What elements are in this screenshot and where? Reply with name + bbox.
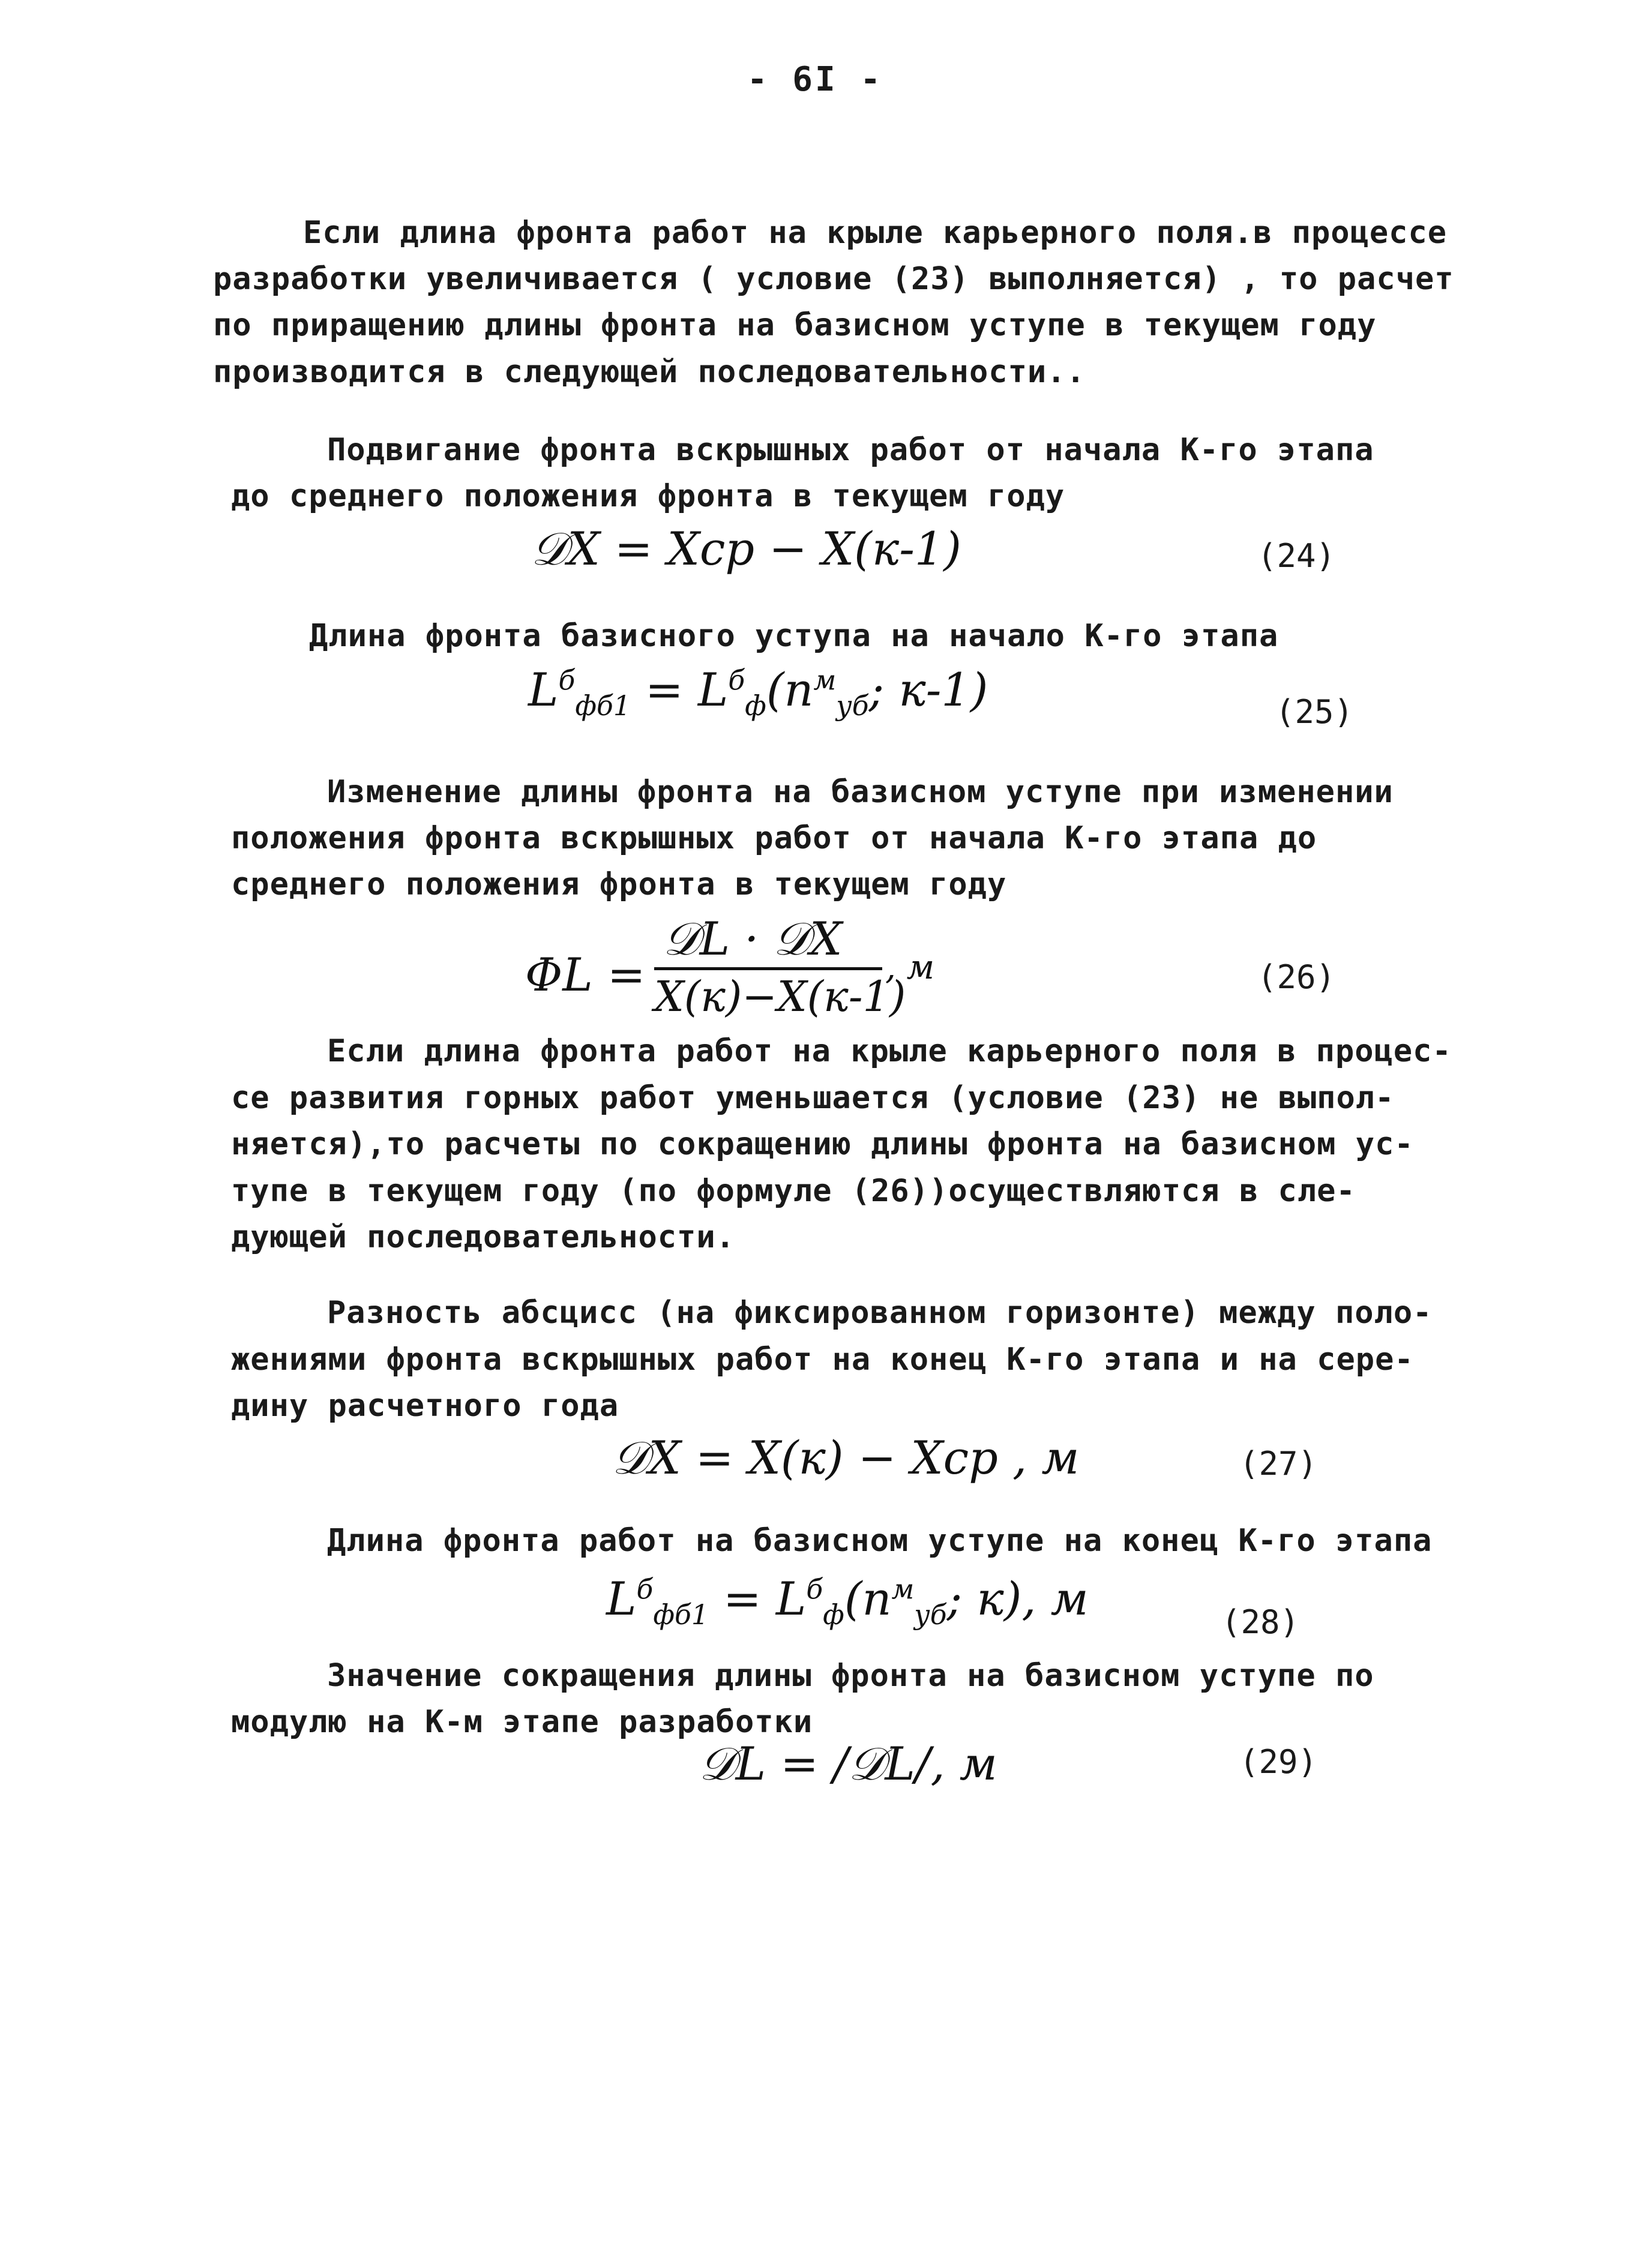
formula-28-lhs-sub: фб1 bbox=[653, 1599, 709, 1631]
paragraph-4-line-3: среднего положения фронта в текущем году bbox=[231, 866, 1007, 902]
formula-26-numerator: 𝒟L · 𝒟X bbox=[663, 912, 843, 965]
paragraph-1-line-4: производится в следующей последовательности.. bbox=[213, 354, 1086, 390]
paragraph-8-line-1: Значение сокращения длины фронта на базисном уступе по bbox=[327, 1658, 1374, 1694]
equation-number-29: (29) bbox=[1239, 1743, 1318, 1781]
paragraph-4-line-1: Изменение длины фронта на базисном уступе при изменении bbox=[327, 774, 1394, 810]
paragraph-2-line-1: Подвигание фронта вскрышных работ от начала К-го этапа bbox=[327, 432, 1374, 468]
equation-number-25: (25) bbox=[1275, 693, 1354, 731]
formula-24: 𝒟X = Xcp − X(к-1) bbox=[531, 522, 961, 575]
formula-27: 𝒟X = X(к) − Xcp , м bbox=[612, 1431, 1080, 1484]
paragraph-5-line-1: Если длина фронта работ на крыле карьерного поля в процес- bbox=[327, 1033, 1452, 1069]
paragraph-5-line-2: се развития горных работ уменьшается (условие (23) не выпол- bbox=[231, 1080, 1395, 1116]
formula-28-args: (n bbox=[844, 1572, 892, 1625]
paragraph-6-line-3: дину расчетного года bbox=[231, 1388, 619, 1424]
formula-26-lhs: ΦL = bbox=[525, 948, 646, 1001]
formula-28-rhs-sup: б bbox=[806, 1573, 823, 1606]
paragraph-2-line-2: до среднего положения фронта в текущем году bbox=[231, 478, 1065, 514]
formula-26-fraction-bar bbox=[654, 967, 882, 970]
formula-26 bbox=[525, 912, 1017, 1020]
paragraph-1-line-1: Если длина фронта работ на крыле карьерного поля.в процессе bbox=[303, 215, 1448, 251]
formula-28-rhs-sub: ф bbox=[823, 1599, 844, 1631]
formula-26-unit: , м bbox=[885, 948, 935, 987]
paragraph-5-line-3: няется),то расчеты по сокращению длины фронта на базисном ус- bbox=[231, 1126, 1414, 1162]
formula-28-rhs: = L bbox=[723, 1572, 807, 1625]
paragraph-1-line-3: по приращению длины фронта на базисном уступе в текущем году bbox=[213, 307, 1377, 343]
formula-25-lhs-sup: б bbox=[558, 664, 576, 697]
formula-25-rhs-sub: ф bbox=[745, 690, 766, 722]
formula-25-rhs-sup: б bbox=[728, 664, 745, 697]
formula-25-tail: ; к-1) bbox=[868, 663, 988, 716]
formula-25-args: (n bbox=[766, 663, 814, 716]
paragraph-7-line-1: Длина фронта работ на базисном уступе на конец К-го этапа bbox=[327, 1523, 1433, 1559]
formula-28-args-sup: м bbox=[891, 1573, 915, 1606]
paragraph-5-line-4: тупе в текущем году (по формуле (26))осуществляются в сле- bbox=[231, 1173, 1356, 1209]
formula-28-lhs: L bbox=[606, 1572, 637, 1625]
paragraph-8-line-2: модулю на К-м этапе разработки bbox=[231, 1704, 813, 1740]
paragraph-4-line-2: положения фронта вскрышных работ от начала К-го этапа до bbox=[231, 820, 1317, 856]
paragraph-5-line-5: дующей последовательности. bbox=[231, 1219, 735, 1255]
formula-25 bbox=[528, 663, 988, 722]
equation-number-26: (26) bbox=[1257, 958, 1336, 996]
paragraph-1-line-2: разработки увеличивается ( условие (23) выполняется) , то расчет bbox=[213, 261, 1454, 297]
formula-28 bbox=[606, 1572, 1089, 1631]
equation-number-24: (24) bbox=[1257, 537, 1336, 575]
formula-28-args-sub: уб bbox=[914, 1599, 947, 1631]
formula-29: 𝒟L = /𝒟L/, м bbox=[699, 1737, 997, 1790]
formula-25-rhs: = L bbox=[645, 663, 729, 716]
paragraph-6-line-1: Разность абсцисс (на фиксированном горизонте) между поло- bbox=[327, 1295, 1433, 1331]
paragraph-3-line-1: Длина фронта базисного уступа на начало К-го этапа bbox=[309, 618, 1279, 654]
formula-25-args-sub: уб bbox=[836, 690, 869, 722]
formula-25-lhs: L bbox=[528, 663, 559, 716]
equation-number-28: (28) bbox=[1221, 1603, 1300, 1641]
formula-25-args-sup: м bbox=[813, 664, 837, 697]
equation-number-27: (27) bbox=[1239, 1445, 1318, 1483]
page-number: - 6I - bbox=[747, 60, 883, 99]
formula-26-denominator: X(к)−X(к-1) bbox=[654, 972, 906, 1021]
paragraph-6-line-2: жениями фронта вскрышных работ на конец К-го этапа и на сере- bbox=[231, 1342, 1414, 1378]
formula-25-lhs-sub: фб1 bbox=[575, 690, 631, 722]
formula-28-tail: ; к), м bbox=[946, 1572, 1089, 1625]
formula-28-lhs-sup: б bbox=[636, 1573, 654, 1606]
